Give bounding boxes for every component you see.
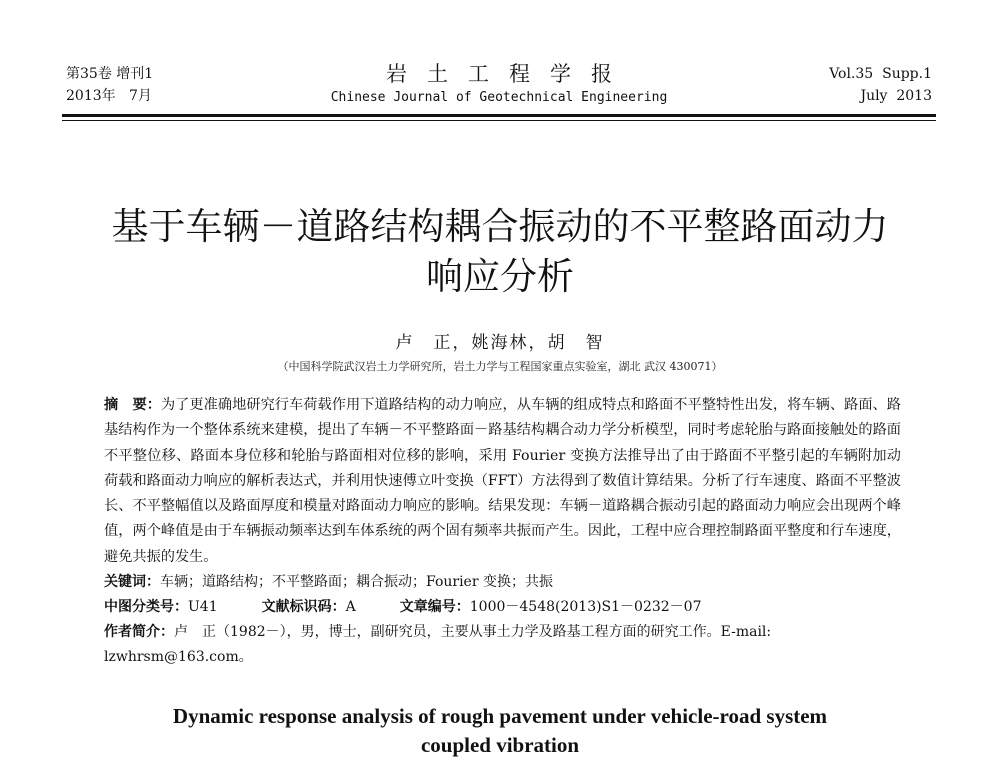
clc-value: U41 <box>188 599 218 615</box>
journal-name-en: Chinese Journal of Geotechnical Engineering <box>330 90 668 105</box>
author-bio <box>104 620 901 670</box>
english-title <box>60 702 940 760</box>
classification-line <box>104 595 901 619</box>
authors: 卢 正，姚海林，胡 智 <box>395 333 605 353</box>
abstract <box>104 393 901 570</box>
english-title-line-1: Dynamic response analysis of rough pavement under vehicle-road system <box>172 704 828 728</box>
affiliation: （中国科学院武汉岩土力学研究所，岩土力学与工程国家重点实验室，湖北 武汉 430071） <box>277 360 723 373</box>
article-number-value: 1000－4548(2013)S1－0232－07 <box>469 599 702 615</box>
journal-name-cn: 岩土工程学报 <box>386 62 632 86</box>
volume-en: Vol.35 Supp.1 <box>829 66 932 82</box>
title-line-2: 响应分析 <box>426 255 574 298</box>
volume-cn: 第35卷 增刊1 <box>66 66 154 82</box>
article-number-label: 文章编号： <box>399 599 470 615</box>
keywords-label: 关键词： <box>104 574 160 590</box>
clc-label: 中图分类号： <box>104 599 188 615</box>
header-center <box>66 61 932 109</box>
paper-title <box>90 202 910 302</box>
keywords-text: 车辆；道路结构；不平整路面；耦合振动；Fourier 变换；共振 <box>160 574 553 590</box>
doc-code-value: A <box>345 599 356 615</box>
title-line-1: 基于车辆－道路结构耦合振动的不平整路面动力 <box>111 205 889 248</box>
header-rule-thin <box>62 120 936 121</box>
header-right <box>829 63 932 107</box>
date-en: July 2013 <box>860 88 932 104</box>
abstract-label: 摘 要： <box>104 397 161 413</box>
abstract-text: 为了更准确地研究行车荷载作用下道路结构的动力响应，从车辆的组成特点和路面不平整特性出发，将车辆、路面、路基结构作为一个整体系统来建模，提出了车辆－不平整路面－路基结构耦合动力学分析模型，同时考虑轮胎与路面接触处的路面不平整位移、路面本身位移和轮胎与路面相对位移的影响，采用 Fourier 变换方法推导出了由于路面不平整引起的车辆附加动荷载和路面动力响应的解析表达式，并利用快速傅立叶变换（FFT）方法得到了数值计算结果。分析了行车速度、路面不平整波长、不平整幅值以及路面厚度和模量对路面动力响应的影响。结果发现：车辆－道路耦合振动引起的路面动力响应会出现两个峰值，两个峰值是由于车辆振动频率达到车体系统的两个固有频率共振而产生。因此，工程中应合理控制路面平整度和行车速度，避免共振的发生。 <box>104 397 901 565</box>
english-title-line-2: coupled vibration <box>420 733 580 757</box>
bio-text: 卢 正（1982－），男，博士，副研究员，主要从事土力学及路基工程方面的研究工作。E-mail: lzwhrsm@163.com。 <box>104 624 772 665</box>
journal-header <box>66 63 932 113</box>
header-rule-thick <box>62 114 936 117</box>
bio-label: 作者简介： <box>104 624 174 640</box>
keywords <box>104 570 901 594</box>
doc-code-label: 文献标识码： <box>261 599 346 615</box>
date-cn: 2013年 7月 <box>66 88 152 104</box>
